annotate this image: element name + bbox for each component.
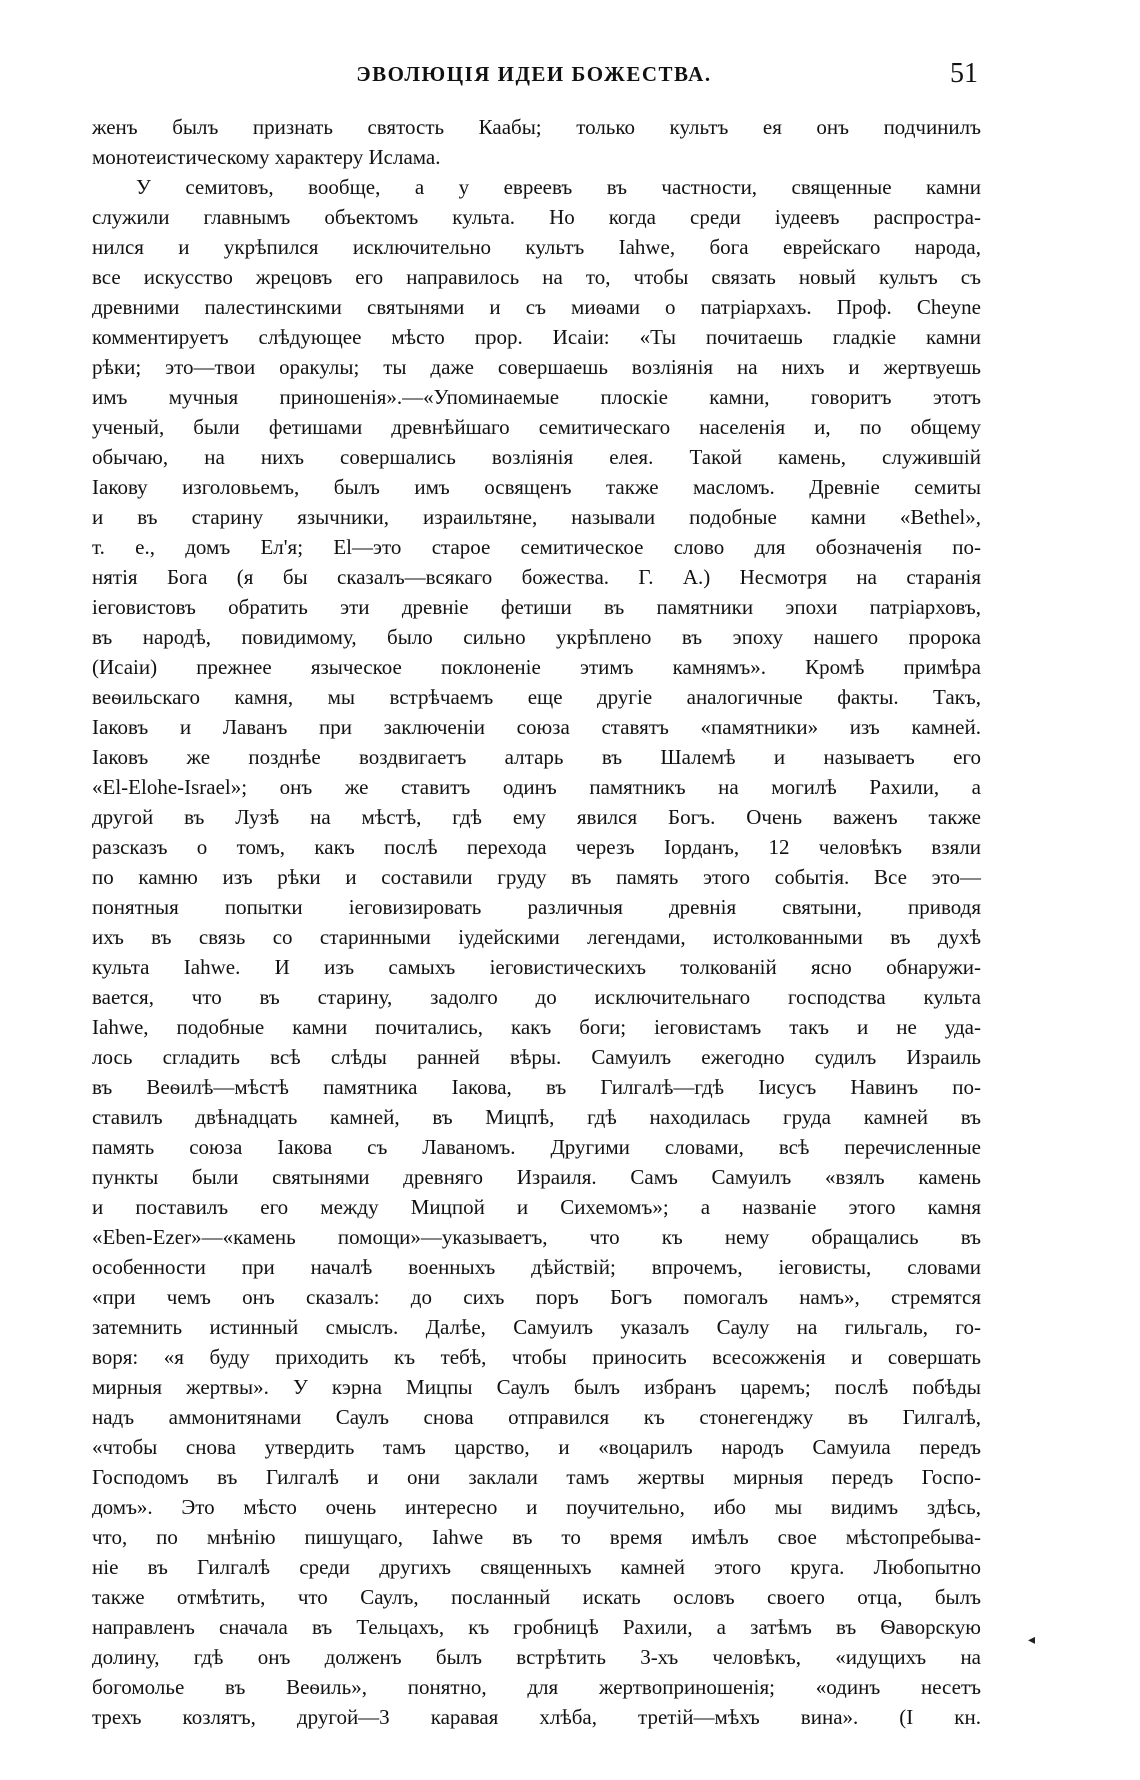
text-line: ихъ въ связь со старинными іудейскими легендами, истолкованными въ духѣ <box>92 925 981 949</box>
text-line: веѳильскаго камня, мы встрѣчаемъ еще другіе аналогичные факты. Такъ, <box>92 685 981 709</box>
text-line: вается, что въ старину, задолго до исключительнаго господства культа <box>92 985 981 1009</box>
text-line: «Eben-Ezer»—«камень помощи»—указываетъ, что къ нему обращались въ <box>92 1225 981 1249</box>
text-line: (Исаіи) прежнее языческое поклоненіе этимъ камнямъ». Кромѣ примѣра <box>92 655 981 679</box>
text-line: ніе въ Гилгалѣ среди другихъ священныхъ камней этого круга. Любопытно <box>92 1555 981 1579</box>
text-line: монотеистическому характеру Ислама. <box>92 145 441 169</box>
text-line: У семитовъ, вообще, а у евреевъ въ частности, священные камни <box>136 175 981 199</box>
text-line: домъ». Это мѣсто очень интересно и поучительно, ибо мы видимъ здѣсь, <box>92 1495 981 1519</box>
text-line: лось сгладить всѣ слѣды ранней вѣры. Самуилъ ежегодно судилъ Израиль <box>92 1045 981 1069</box>
text-line: по камню изъ рѣки и составили груду въ память этого событія. Все это— <box>92 865 981 889</box>
body-text <box>92 112 981 1732</box>
text-line: разсказъ о томъ, какъ послѣ перехода черезъ Іорданъ, 12 человѣкъ взяли <box>92 835 981 859</box>
text-line: женъ былъ признать святость Каабы; только культъ ея онъ подчинилъ <box>92 115 981 139</box>
text-line: Іакову изголовьемъ, былъ имъ освященъ также масломъ. Древніе семиты <box>92 475 981 499</box>
text-line: все искусство жрецовъ его направилось на то, чтобы связать новый культъ съ <box>92 265 981 289</box>
text-line: Господомъ въ Гилгалѣ и они заклали тамъ жертвы мирныя передъ Госпо- <box>92 1465 981 1489</box>
text-line: богомолье въ Веѳиль», понятно, для жертвоприношенія; «одинъ несетъ <box>92 1675 981 1699</box>
text-line: «El-Elohe-Israel»; онъ же ставитъ одинъ памятникъ на могилѣ Рахили, а <box>92 775 981 799</box>
text-line: также отмѣтить, что Саулъ, посланный искать ословъ своего отца, былъ <box>92 1585 981 1609</box>
text-line: ставилъ двѣнадцать камней, въ Мицпѣ, гдѣ находилась груда камней въ <box>92 1105 981 1129</box>
text-line: и поставилъ его между Мицпой и Сихемомъ»; а названіе этого камня <box>92 1195 981 1219</box>
page-number: 51 <box>950 58 978 89</box>
text-line: и въ старину язычники, израильтяне, называли подобные камни «Bethel», <box>92 505 981 529</box>
margin-mark: ◂ <box>1028 1633 1036 1648</box>
text-line: «чтобы снова утвердить тамъ царство, и «воцарилъ народъ Самуила передъ <box>92 1435 981 1459</box>
text-line: обычаю, на нихъ совершались возліянія елея. Такой камень, служившій <box>92 445 981 469</box>
text-line: трехъ козлятъ, другой—3 каравая хлѣба, третій—мѣхъ вина». (I кн. <box>92 1705 981 1729</box>
text-line: другой въ Лузѣ на мѣстѣ, гдѣ ему явился Богъ. Очень важенъ также <box>92 805 981 829</box>
text-line: надъ аммонитянами Саулъ снова отправился къ стонегенджу въ Гилгалѣ, <box>92 1405 981 1429</box>
text-line: «при чемъ онъ сказалъ: до сихъ поръ Богъ помогалъ намъ», стремятся <box>92 1285 981 1309</box>
text-line: пункты были святынями древняго Израиля. Самъ Самуилъ «взялъ камень <box>92 1165 981 1189</box>
text-line: Іаковъ и Лаванъ при заключеніи союза ставятъ «памятники» изъ камней. <box>92 715 981 739</box>
page-header <box>88 58 980 98</box>
text-line: затемнить истинный смыслъ. Далѣе, Самуилъ указалъ Саулу на гильгаль, го- <box>92 1315 981 1339</box>
text-line: служили главнымъ объектомъ культа. Но когда среди іудеевъ распростра- <box>92 205 981 229</box>
text-line: понятныя попытки іеговизировать различныя древнія святыни, приводя <box>92 895 981 919</box>
text-line: іеговистовъ обратить эти древніе фетиши въ памятники эпохи патріарховъ, <box>92 595 981 619</box>
text-line: древними палестинскими святынями и съ миѳами о патріархахъ. Проф. Cheyne <box>92 295 981 319</box>
text-line: что, по мнѣнію пишущаго, Iahwe въ то время имѣлъ свое мѣстопребыва- <box>92 1525 981 1549</box>
text-line: ученый, были фетишами древнѣйшаго семитическаго населенія и, по общему <box>92 415 981 439</box>
text-line: нился и укрѣпился исключительно культъ Iahwe, бога еврейскаго народа, <box>92 235 981 259</box>
text-line: Іаковъ же позднѣе воздвигаетъ алтарь въ Шалемѣ и называетъ его <box>92 745 981 769</box>
text-line: память союза Іакова съ Лаваномъ. Другими словами, всѣ перечисленные <box>92 1135 981 1159</box>
text-line: нятія Бога (я бы сказалъ—всякаго божества. Г. А.) Несмотря на старанія <box>92 565 981 589</box>
text-line: рѣки; это—твои оракулы; ты даже совершаешь возліянія на нихъ и жертвуешь <box>92 355 981 379</box>
text-line: мирныя жертвы». У кэрна Мицпы Саулъ былъ избранъ царемъ; послѣ побѣды <box>92 1375 981 1399</box>
text-line: направленъ сначала въ Тельцахъ, къ гробницѣ Рахили, а затѣмъ въ Ѳаворскую <box>92 1615 981 1639</box>
text-line: имъ мучныя приношенія».—«Упоминаемые плоскіе камни, говоритъ этотъ <box>92 385 981 409</box>
text-line: воря: «я буду приходить къ тебѣ, чтобы приносить всесожженія и совершать <box>92 1345 981 1369</box>
text-line: въ народѣ, повидимому, было сильно укрѣплено въ эпоху нашего пророка <box>92 625 981 649</box>
text-line: комментируетъ слѣдующее мѣсто прор. Исаіи: «Ты почитаешь гладкіе камни <box>92 325 981 349</box>
text-line: т. е., домъ Ел'я; Еl—это старое семитическое слово для обозначенія по- <box>92 535 981 559</box>
text-line: культа Iahwe. И изъ самыхъ іеговистическихъ толкованій ясно обнаружи- <box>92 955 981 979</box>
text-line: въ Веѳилѣ—мѣстѣ памятника Іакова, въ Гилгалѣ—гдѣ Іисусъ Навинъ по- <box>92 1075 981 1099</box>
text-line: особенности при началѣ военныхъ дѣйствій; впрочемъ, іеговисты, словами <box>92 1255 981 1279</box>
text-line: Iahwe, подобные камни почитались, какъ боги; іеговистамъ такъ и не уда- <box>92 1015 981 1039</box>
text-line: долину, гдѣ онъ долженъ былъ встрѣтить 3-хъ человѣкъ, «идущихъ на <box>92 1645 981 1669</box>
running-title: ЭВОЛЮЦІЯ ИДЕИ БОЖЕСТВА. <box>356 62 712 86</box>
